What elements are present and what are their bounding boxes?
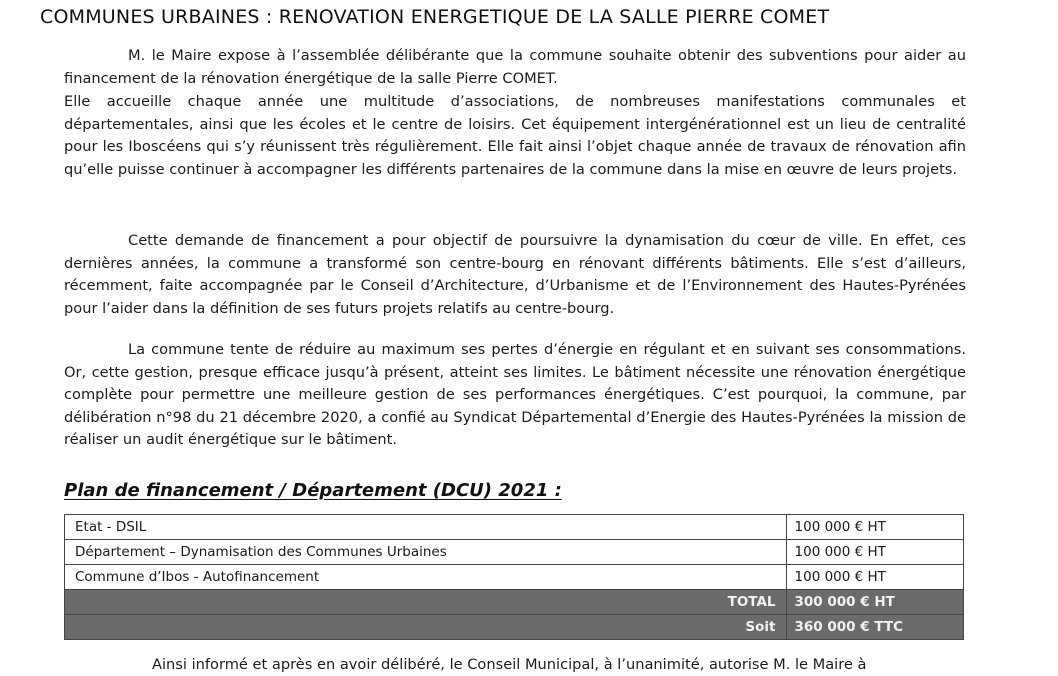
total-amount: 300 000 € HT	[786, 590, 963, 615]
row-label: Commune d’Ibos - Autofinancement	[65, 565, 787, 590]
paragraph-building-usage: Elle accueille chaque année une multitude d’associations, de nombreuses manifestations communales et départementales, ainsi que les écoles et le centre de loisirs. Cet équipement intergénérationnel est un lieu de centralité pour les Iboscéens qui s’y réunissent très régulièrement. Elle fait ainsi l’objet chaque année de travaux de rénovation afin qu’elle puisse continuer à accompagner les différents partenaires de la commune dans la mise en œuvre de leurs projets.	[64, 93, 966, 178]
page-title: COMMUNES URBAINES : RENOVATION ENERGETIQUE DE LA SALLE PIERRE COMET	[40, 6, 830, 28]
row-amount: 100 000 € HT	[786, 515, 963, 540]
ttc-row	[65, 615, 964, 640]
paragraph-conclusion: Ainsi informé et après en avoir délibéré, le Conseil Municipal, à l’unanimité, autorise M. le Maire à	[152, 656, 867, 673]
paragraph-intro: M. le Maire expose à l’assemblée délibérante que la commune souhaite obtenir des subventions pour aider au financement de la rénovation énergétique de la salle Pierre COMET.	[64, 47, 966, 87]
ttc-amount: 360 000 € TTC	[786, 615, 963, 640]
financing-plan-heading: Plan de financement / Département (DCU) 2021 :	[64, 480, 562, 501]
total-label: TOTAL	[65, 590, 787, 615]
paragraph-energy-audit: La commune tente de réduire au maximum ses pertes d’énergie en régulant et en suivant ses consommations. Or, cette gestion, presque efficace jusqu’à présent, atteint ses limites. Le bâtiment nécessite une rénovation énergétique complète pour permettre une meilleure gestion de ses performances énergétiques. C’est pourquoi, la commune, par délibération n°98 du 21 décembre 2020, a confié au Syndicat Départemental d’Energie des Hautes-Pyrénées la mission de réaliser un audit énergétique sur le bâtiment.	[64, 341, 966, 449]
row-label: Etat - DSIL	[65, 515, 787, 540]
table-row	[65, 565, 964, 590]
financing-table	[64, 514, 964, 640]
row-amount: 100 000 € HT	[786, 565, 963, 590]
row-label: Département – Dynamisation des Communes Urbaines	[65, 540, 787, 565]
row-amount: 100 000 € HT	[786, 540, 963, 565]
total-row	[65, 590, 964, 615]
table-row	[65, 515, 964, 540]
paragraph-funding-objective: Cette demande de financement a pour objectif de poursuivre la dynamisation du cœur de ville. En effet, ces dernières années, la commune a transformé son centre-bourg en rénovant différents bâtiments. Elle s’est d’ailleurs, récemment, faite accompagnée par le Conseil d’Architecture, d’Urbanisme et de l’Environnement des Hautes-Pyrénées pour l’aider dans la définition de ses futurs projets relatifs au centre-bourg.	[64, 232, 966, 317]
ttc-label: Soit	[65, 615, 787, 640]
table-row	[65, 540, 964, 565]
